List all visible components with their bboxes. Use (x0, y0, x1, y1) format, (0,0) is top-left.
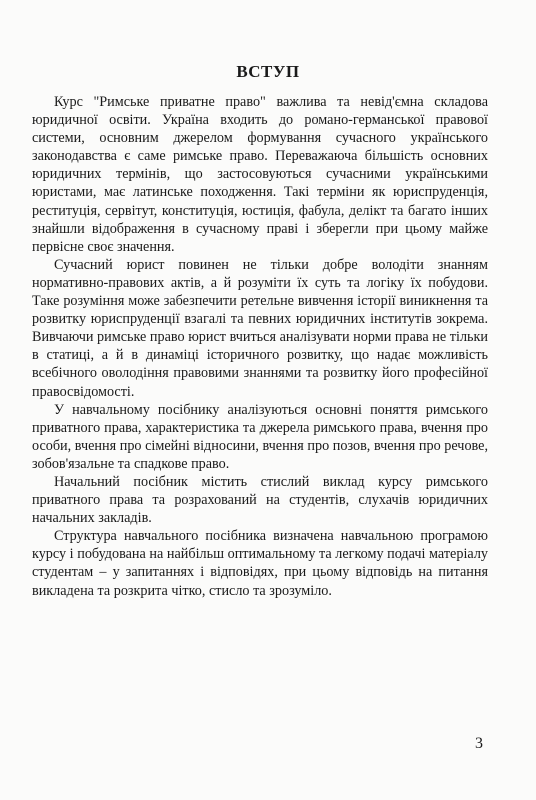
paragraph-2: Сучасний юрист повинен не тільки добре володіти знанням нормативно-правових актів, а й розуміти їх суть та логіку їх побудови. Таке розуміння може забезпечити ретельне вивчення історії виникнення та розвитку юриспруденції взагалі та певних юридичних інститутів зокрема. Вивчаючи римське право юрист вчиться аналізувати норми права не тільки в статиці, а й в динаміці історичного розвитку, що надає можливість всебічного оволодіння правовими знаннями та розвитку його професійної правосвідомості. (32, 256, 488, 400)
page-title: ВСТУП (236, 62, 300, 81)
page-number: 3 (475, 735, 483, 752)
paragraph-4: Начальний посібник містить стислий виклад курсу римського приватного права та розрахований на студентів, слухачів юридичних начальних закладів. (32, 473, 488, 527)
paragraph-5: Структура навчального посібника визначена навчальною програмою курсу і побудована на найбільш оптимальному та легкому подачі матеріалу студентам – у запитаннях і відповідях, при цьому відповідь на питання викладена та розкрита чітко, стисло та зрозуміло. (32, 528, 488, 599)
body-text (32, 93, 488, 600)
paragraph-3: У навчальному посібнику аналізуються основні поняття римського приватного права, характеристика та джерела римського права, вчення про особи, вчення про сімейні відносини, вчення про позов, вчення про речове, зобов'язальне та спадкове право. (32, 401, 488, 472)
paragraph-1: Курс "Римське приватне право" важлива та невід'ємна складова юридичної освіти. Україна входить до романо-германської правової системи, основним джерелом формування сучасного українського законодавства є саме римське право. Переважаюча більшість основних юридичних термінів, що застосовуються сучасними українськими юристами, має латинське походження. Такі терміни як юриспруденція, реституція, сервітут, конституція, юстиція, фабула, делікт та багато інших знайшли відображення в сучасному праві і зберегли при цьому майже первісне своє значення. (32, 94, 488, 255)
